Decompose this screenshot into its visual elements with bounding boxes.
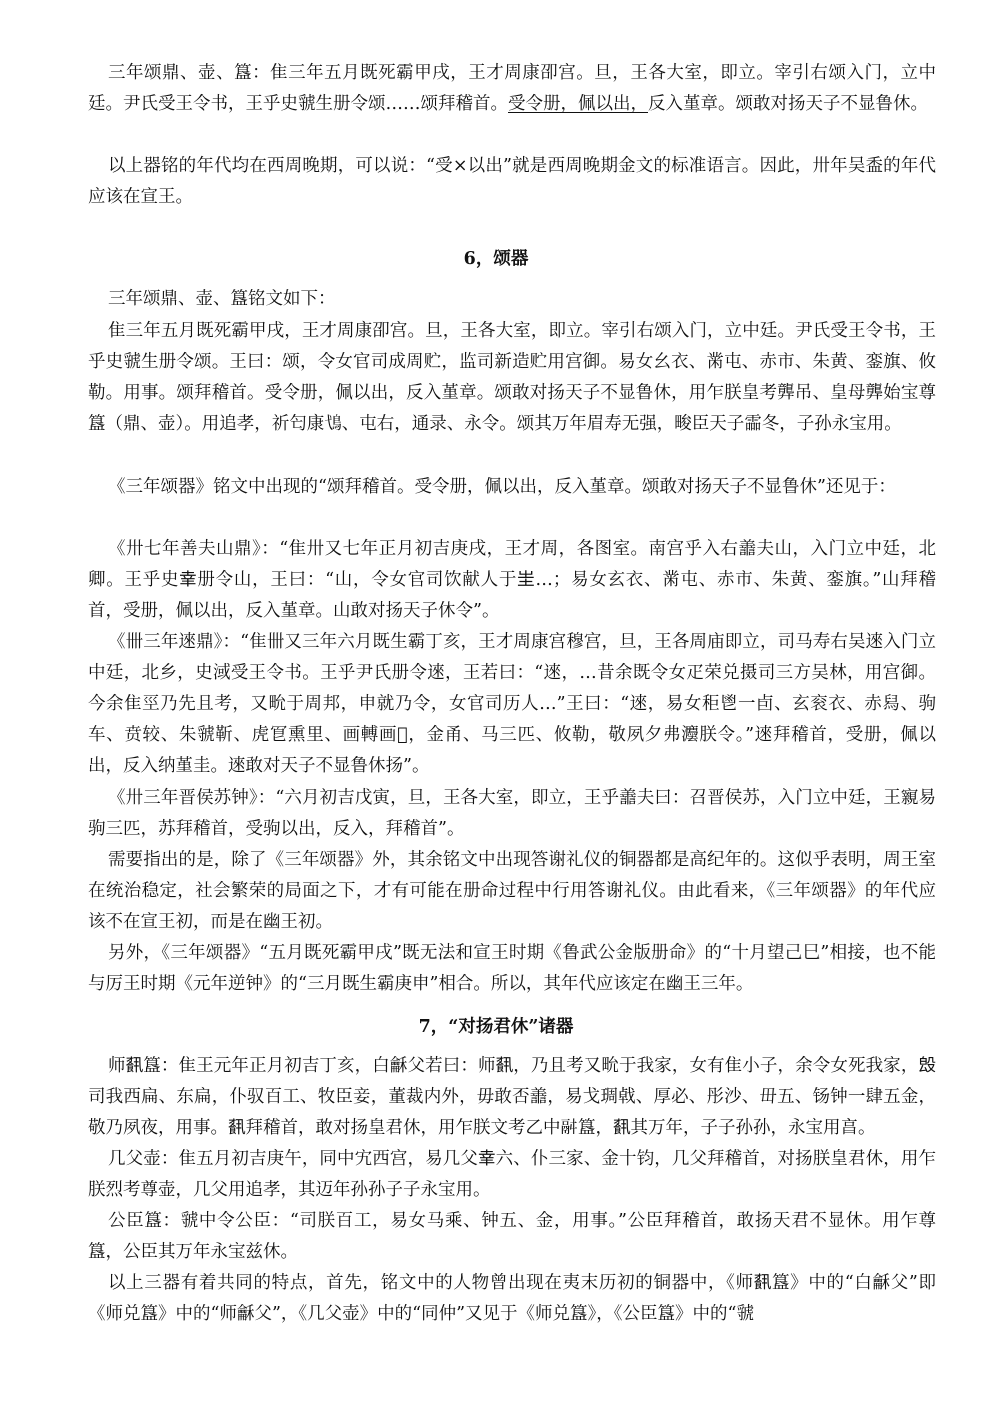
- paragraph-date-argument: 另外，《三年颂器》“五月既死霸甲戌”既无法和宣王时期《鲁武公金版册命》的“十月望己巳”相接，也不能与厉王时期《元年逆钟》的“三月既生霸庚申”相合。所以，其年代应该定在幽王三年。: [88, 943, 936, 994]
- underlined-phrase: 受令册，佩以出，: [508, 94, 648, 114]
- paragraph-inscription-text: 隹三年五月既死霸甲戌，王才周康卲宫。旦，王各大室，即立。宰引右颂入门，立中廷。尹氏受王令书，王乎史虢生册令颂。王曰：颂，令女官司成周贮，监司新造贮用宫御。易女幺衣、黹屯、赤市、朱黄、銮旗、攸勒。用事。颂拜稽首。受令册，佩以出，反入堇章。颂敢对扬天子不显鲁休，用乍朕皇考龏吊、皇母龏始宝尊簋（鼎、壶）。用追孝，祈匄康𩾢、屯右，通录、永令。颂其万年眉寿无强，畯臣天子霝冬，子孙永宝用。: [88, 321, 936, 434]
- section-heading-6: 6，颂器: [463, 249, 529, 269]
- text-segment: 反入堇章。颂敢对扬天子不显鲁休。: [648, 94, 928, 114]
- paragraph-jifu-hu: 几父壶：隹五月初吉庚午，同中宄西宫，易几父𦍒六、仆三家、金十钧，几父拜稽首，对扬朕皇君休，用乍朕烈考尊壶，几父用追孝，其迈年孙孙子子永宝用。: [88, 1149, 936, 1200]
- paragraph-shanfu-shan-ding: 《卅七年善夫山鼎》：“隹卅又七年正月初吉庚戌，王才周，各图室。南宫乎入右譱夫山，入门立中廷，北卿。王乎史𦍒册令山，王曰：“山，令女官司饮献人于𡉚…；易女玄衣、黹屯、赤市、朱黄、銮旗。”山拜稽首，受册，佩以出，反入堇章。山敢对扬天子休令”。: [88, 539, 936, 621]
- paragraph-shi-gui: 师𩛥簋：隹王元年正月初吉丁亥，白龢父若曰：师𩛥，乃且考又㽙于我家，女有隹小子，余令女死我家，𣪕司我西扁、东扁，仆驭百工、牧臣妾，董裁内外，毋敢否譱，易戈琱㦸、厚必、彤沙、毌五、钖钟一肆五金，敬乃夙夜，用事。𩛥拜稽首，敢对扬皇君休，用乍朕文考乙中𩰫簋，𩛥其万年，子子孙孙，永宝用亯。: [88, 1056, 936, 1138]
- paragraph-gongchen-gui: 公臣簋：虢中令公臣：“司朕百工，易女马乘、钟五、金，用事。”公臣拜稽首，敢扬天君不显休。用乍尊簋，公臣其万年永宝兹休。: [88, 1211, 936, 1262]
- paragraph-sanian-song-summary: [88, 58, 936, 120]
- paragraph-intro: 三年颂鼎、壶、簋铭文如下：: [108, 289, 336, 309]
- paragraph-lai-ding: 《卌三年逨鼎》：“隹卌又三年六月既生霸丁亥，王才周康宫穆宫，旦，王各周庙即立，司马寿右吴逨入门立中廷，北乡，史淢受王令书。王乎尹氏册令逨，王若曰：“逨，…昔余既令女疋荣兑摄司三方吴林，用宫御。今余隹巠乃先且考，又㽙于周邦，申就乃令，女官司历人…”王曰：“逨，易女秬鬯一卣、玄衮衣、赤舄、驹车、贲较、朱虢靳、虎冟熏里、画𨍭画𨌝，金甬、马三匹、攸勒，敬夙夕弗灋朕令。”逨拜稽首，受册，佩以出，反入纳堇圭。逨敢对天子不显鲁休扬”。: [88, 632, 936, 776]
- section-heading-7: 7，“对扬君休”诸器: [418, 1017, 574, 1037]
- paragraph-common-features: 以上三器有着共同的特点，首先，铭文中的人物曾出现在夷末历初的铜器中，《师𩛥簋》中的“白龢父”即《师兑簋》中的“师龢父”，《几父壶》中的“同仲”又见于《师兑簋》，《公臣簋》中的“虢: [88, 1273, 936, 1324]
- text-segment: 三年颂鼎、壶、簋：隹三年五月既死霸甲戌，王才周康卲宫。旦，王各大室，即立。宰引右颂入门，立中廷。尹氏受王令书，王乎史虢生册令颂……颂拜稽首。: [88, 63, 936, 114]
- paragraph-parallel-phrase: 《三年颂器》铭文中出现的“颂拜稽首。受令册，佩以出，反入堇章。颂敢对扬天子不显鲁休”还见于：: [108, 477, 896, 497]
- paragraph-dating-conclusion: 以上器铭的年代均在西周晚期，可以说：“受×以出”就是西周晚期金文的标准语言。因此，卅年吴盉的年代应该在宣王。: [88, 156, 936, 207]
- paragraph-analysis: 需要指出的是，除了《三年颂器》外，其余铭文中出现答谢礼仪的铜器都是高纪年的。这似乎表明，周王室在统治稳定，社会繁荣的局面之下，才有可能在册命过程中行用答谢礼仪。由此看来，《三年颂器》的年代应该不在宣王初，而是在幽王初。: [88, 850, 936, 932]
- paragraph-jinhou-su-zhong: 《卅三年晋侯苏钟》：“六月初吉戊寅，旦，王各大室，即立，王乎譱夫曰：召晋侯苏，入门立中廷，王寴易驹三匹，苏拜稽首，受驹以出，反入，拜稽首”。: [88, 788, 936, 839]
